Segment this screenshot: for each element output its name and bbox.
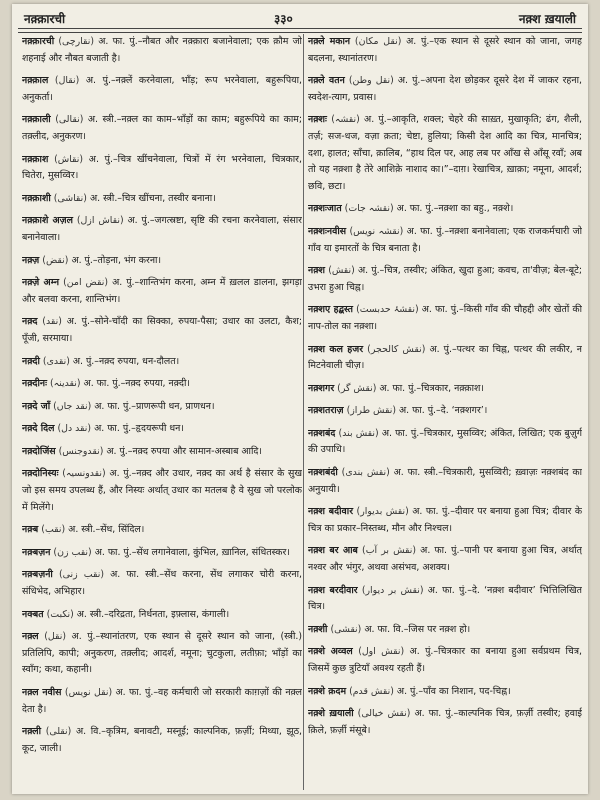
entry-urdu-script: (نقلی): [45, 726, 72, 738]
dictionary-entry: [22, 253, 302, 270]
entry-headword: नक़्दोजिंस: [22, 445, 56, 457]
entry-urdu-script: (نقل مکان): [354, 36, 402, 47]
entry-headword: नक़्ज़े अम्न: [22, 277, 60, 289]
entry-definition: अ. फा. पुं.–सेंध लगानेवाला, कुंभिल, ख़ानिल, संधितस्कर।: [94, 546, 290, 558]
entry-urdu-script: (نقاش): [54, 153, 84, 165]
entry-headword: नक़्श बर आब: [308, 545, 358, 557]
entry-headword: नक़्शः: [308, 114, 327, 126]
entry-headword: नक़्श: [308, 265, 326, 277]
entry-headword: नक़्ल: [22, 631, 39, 643]
entry-definition: अ. स्त्री.–चित्र खींचना, तस्वीर बनाना।: [89, 192, 216, 204]
entry-headword: नक़्शगर: [308, 382, 335, 394]
dictionary-entry: [22, 399, 302, 416]
dictionary-entry: [22, 724, 302, 757]
dictionary-entry: [22, 73, 302, 106]
entry-urdu-script: (نقدی): [42, 355, 70, 367]
entry-definition: अ. फा. पुं.–वह कर्मचारी जो सरकारी काग़ज़ों की नक़्ल देता है।: [22, 687, 302, 715]
entry-urdu-script: (نقد): [42, 316, 62, 328]
entry-definition: अ. पुं.–नक़्द और उधार, नक़्द का अर्थ है संसार के सुख जो इस समय उपलब्ध हैं, और निस्यः अर्थात् उधार का मतलब है वे सुख जो परलोक में मिलेंगे।: [22, 468, 302, 513]
entry-definition: अ. फा. पुं.–हृदयरूपी धन।: [94, 423, 184, 435]
entry-headword: नक़्शए हद्बस्त: [308, 304, 354, 316]
entry-definition: अ. फा. पुं.–चित्रकार, मुसव्विर; अंकित, लिखित; एक बुज़ुर्ग की उपाधि।: [308, 427, 582, 456]
entry-headword: नक़्बज़न: [22, 546, 51, 558]
dictionary-entry: [22, 34, 302, 67]
entry-definition: अ. फा. पुं.–दे. ‘नक़्श बदीवार’ भित्तिलिखित चित्र।: [308, 584, 582, 613]
entry-urdu-script: (نقش قدم): [349, 685, 394, 697]
dictionary-entry: [308, 263, 582, 296]
entry-urdu-script: (نقض): [42, 254, 69, 266]
entry-headword: नक़्क़ाली: [22, 114, 51, 126]
entry-definition: अ. फा. पुं.–प्राणरूपी धन, प्राणधन।: [94, 400, 215, 412]
entry-headword: नक़्दी: [22, 355, 40, 367]
entry-definition: अ. पुं.–आकृति, शक्ल; चेहरे की साख़्त, मुखाकृति; ढंग, शैली, तर्ज़; सज-धज, वज़ा क़ता; चेष्टा, हुलिया; किसी देश आदि का चित्र, मानचित्र; दशा, हालत; साँचा, क़ालिब, “हाथ दिल पर, आह लब पर आँख से आँसू रवाँ; अब तो यह नक़्शा है तेरे आशिक़े नाशाद का।”–दाग़। रेखाचित्र, ख़ाक़ा; नमूना, आदर्श; छवि, छटा।: [308, 114, 582, 192]
entry-urdu-script: (نکبت): [46, 608, 74, 620]
entry-urdu-script: (نقاشی): [53, 192, 87, 204]
dictionary-entry: [308, 583, 582, 616]
dictionary-entry: [308, 706, 582, 739]
entry-urdu-script: (نقشہ جات): [344, 203, 394, 215]
dictionary-page: [12, 4, 588, 794]
entry-urdu-script: (نقشی): [330, 623, 362, 635]
dictionary-entry: [308, 543, 582, 576]
dictionary-entry: [308, 381, 582, 398]
entry-definition: अ. पुं.–तोड़ना, भंग करना।: [71, 254, 161, 266]
header-right-guideword: नक़्श ख़याली: [518, 12, 576, 26]
entry-urdu-script: (نقل نویس): [64, 687, 113, 698]
entry-definition: अ. फा. वि.–जिस पर नक़्श हो।: [364, 623, 471, 635]
entry-definition: अ. फा. पुं.–नौबत और नक़्क़ारा बजानेवाला; एक क़ौम जो शहनाई और नौबत बजाती है।: [22, 36, 302, 64]
entry-headword: नक़्क़ाशी: [22, 192, 51, 204]
entry-urdu-script: (نقش بدیوار): [356, 506, 409, 518]
entry-urdu-script: (نقش بر دیوار): [361, 584, 424, 596]
dictionary-entry: [308, 34, 582, 67]
column-divider: [303, 34, 304, 790]
entry-headword: नक़्दीनः: [22, 378, 48, 390]
dictionary-entry: [308, 426, 582, 459]
entry-definition: अ. पुं.–नक़्द रुपया, धन-दौलत।: [72, 355, 180, 367]
dictionary-entry: [22, 629, 302, 679]
dictionary-entry: [308, 684, 582, 701]
entry-urdu-script: (نقشہ نویس): [349, 225, 404, 237]
entry-headword: नक़्ल नवीस: [22, 687, 62, 698]
dictionary-entry: [308, 224, 582, 257]
entry-urdu-script: (نقدونسیہ): [62, 468, 106, 480]
entry-urdu-script: (نقارچی): [58, 36, 95, 47]
entry-definition: अ. फा. पुं.–दीवार पर बनाया हुआ चित्र; दीवार के चित्र का प्रकार–निस्तब्ध, मौन और निश्चल।: [308, 506, 582, 534]
dictionary-entry: [22, 213, 302, 246]
entry-headword: नक़्दोनिस्यः: [22, 468, 59, 480]
dictionary-entry: [22, 522, 302, 539]
entry-definition: अ. स्त्री.–नक़्ल का काम–भाँड़ों का काम; बहुरूपिये का काम; तक़्लीद, अनुकरण।: [22, 114, 302, 142]
dictionary-entry: [22, 376, 302, 393]
entry-headword: नक़्श कल हजर: [308, 343, 364, 355]
dictionary-entry: [22, 545, 302, 562]
dictionary-entry: [308, 644, 582, 677]
entry-definition: अ. पुं.–अपना देश छोड़कर दूसरे देश में जाकर रहना, स्वदेश-त्याग, प्रवास।: [308, 75, 582, 103]
dictionary-entry: [22, 685, 302, 718]
dictionary-entry: [22, 191, 302, 208]
entry-urdu-script: (نقد جاں): [53, 400, 92, 412]
entry-headword: नक़्शी: [308, 623, 328, 635]
entry-definition: अ. पुं.–जगत्स्रष्टा, सृष्टि की रचना करनेवाला, संसार बनानेवाला।: [22, 215, 302, 243]
entry-headword: नक़्शतराज़: [308, 405, 344, 417]
entry-definition: अ. पुं.–शान्तिभंग करना, अम्न में ख़लल डालना, झगड़ा और बलवा करना, शान्तिभंग।: [22, 277, 302, 305]
left-column: [22, 34, 302, 790]
dictionary-entry: [22, 421, 302, 438]
dictionary-entry: [22, 152, 302, 185]
entry-headword: नक़्शे अव्वल: [308, 646, 353, 658]
entry-headword: नक़्क़ाशे अज़ल: [22, 215, 73, 227]
dictionary-entry: [22, 607, 302, 624]
entry-urdu-script: (نقض امن): [63, 277, 109, 289]
entry-definition: अ. पुं.–पत्थर का चिह्न, पत्थर की लकीर, न मिटनेवाली चीज़।: [308, 343, 582, 372]
entry-headword: नक़्शबंद: [308, 427, 336, 439]
entry-headword: नक़्शबंदी: [308, 467, 338, 479]
header-left-guideword: नक़्क़ारची: [24, 12, 66, 26]
dictionary-entry: [308, 73, 582, 106]
entry-urdu-script: (نقل وطن): [348, 75, 394, 87]
entry-headword: नक़्श बरदीवार: [308, 584, 358, 596]
entry-headword: नक़्शःजात: [308, 203, 342, 215]
dictionary-entry: [308, 201, 582, 218]
dictionary-entry: [308, 403, 582, 420]
dictionary-entry: [22, 444, 302, 461]
entry-headword: नक़्ली: [22, 726, 42, 738]
dictionary-entry: [308, 465, 582, 498]
entry-definition: अ. पुं.–स्थानांतरण, एक स्थान से दूसरे स्थान को जाना, (स्त्री.) प्रतिलिपि, कापी; अनुकरण, तक़्लीद; आदर्श, नमूना; चुटकुला, लतीफ़ा; भाँड़ों का स्वाँग; कथा, कहानी।: [22, 631, 302, 676]
entry-definition: अ. पुं.–नक़्लें करनेवाला, भाँड़; रूप भरनेवाला, बहुरूपिया, अनुकर्ता।: [22, 75, 302, 103]
entry-headword: नक़्शे ख़याली: [308, 708, 354, 720]
entry-definition: अ. स्त्री.–दरिद्रता, निर्धनता, इफ़्लास, कंगाली।: [76, 608, 230, 620]
entry-headword: नक़्ले मकान: [308, 36, 351, 47]
entry-headword: नक्बत: [22, 608, 44, 620]
dictionary-entry: [22, 354, 302, 371]
entry-headword: नक़्द: [22, 316, 38, 328]
dictionary-entry: [22, 275, 302, 308]
entry-urdu-script: (نقب): [41, 524, 66, 536]
entry-definition: अ. फा. पुं.–काल्पनिक चित्र, फ़र्ज़ी तस्वीर; हवाई क़िले, फ़र्ज़ी मंसूबे।: [308, 708, 582, 736]
header-rule: [18, 28, 582, 33]
entry-urdu-script: (نقش بند): [338, 427, 379, 439]
entry-definition: अ. फा. पुं.–नक़्शा बनानेवाला; एक राजकर्मचारी जो गाँव या इमारतों के चित्र बनाता है।: [308, 225, 582, 254]
entry-definition: अ. पुं.–चित्रकार का बनाया हुआ सर्वप्रथम चित्र, जिसमें कुछ त्रुटियाँ अवश्य रहती हैं।: [308, 646, 582, 674]
entry-headword: नक़्बज़नी: [22, 569, 53, 581]
entry-headword: नक़्दे जाँ: [22, 400, 51, 412]
entry-headword: नक़्ज़: [22, 254, 40, 266]
entry-urdu-script: (نقش بر آب): [362, 545, 417, 557]
entry-definition: अ. पुं.–चित्र खींचनेवाला, चित्रों में रंग भरनेवाला, चित्रकार, चितेरा, मुसव्विर।: [22, 153, 302, 182]
right-column: [308, 34, 582, 790]
entry-definition: अ. फा. स्त्री.–सेंध करना, सेंध लगाकर चोरी करना, संधिभेद, अभिहार।: [22, 569, 302, 598]
entry-urdu-script: (نقب زن): [53, 546, 92, 558]
entry-headword: नक़्ले वतन: [308, 75, 345, 87]
entry-headword: नक़्दे दिल: [22, 423, 55, 435]
entry-definition: अ. पुं.–पाँव का निशान, पद-चिह्न।: [396, 685, 511, 697]
entry-definition: अ. फा. पुं.–किसी गाँव की चौहद्दी और खेतों की नाप-तोल का नक़्शा।: [308, 304, 582, 332]
entry-headword: नक़्शे क़दम: [308, 685, 347, 697]
dictionary-entry: [22, 466, 302, 516]
dictionary-entry: [22, 314, 302, 347]
entry-headword: नक़्श बदीवार: [308, 506, 354, 518]
entry-urdu-script: (نقدوجنس): [58, 445, 104, 457]
entry-urdu-script: (نقش کالحجر): [367, 343, 426, 355]
entry-urdu-script: (نقاش ازل): [76, 215, 124, 227]
page-header: [12, 4, 588, 30]
page-number: ३३०: [274, 12, 293, 26]
entry-headword: नक़्ब: [22, 524, 39, 536]
entry-urdu-script: (نقش طراز): [346, 405, 396, 417]
entry-headword: नक़्क़ारची: [22, 36, 55, 47]
entry-definition: अ. फा. पुं.–दे. ‘नक़्शगर’।: [398, 405, 488, 417]
entry-urdu-script: (نقش اول): [358, 646, 405, 658]
dictionary-entry: [308, 302, 582, 335]
entry-urdu-script: (نقالی): [55, 114, 84, 126]
entry-headword: नक़्शःनवीस: [308, 225, 347, 237]
entry-definition: अ. फा. पुं.–नक़्शा का बहु., नक़्शे।: [396, 203, 514, 215]
entry-definition: अ. पुं.–चित्र, तस्वीर; अंकित, खुदा हुआ; कवच, ता'वीज़; बेल-बूटे; उभरा हुआ चिह्न।: [308, 265, 582, 293]
dictionary-entry: [308, 342, 582, 375]
entry-definition: अ. पुं.–सोने-चाँदी का सिक्का, रुपया-पैसा; उधार का उलटा, कैश; पूँजी, सरमाया।: [22, 316, 302, 344]
entry-definition: अ. फा. पुं.–पानी पर बनाया हुआ चित्र, अर्थात् नश्वर और भंगुर, अथवा असंभव, अशक्य।: [308, 545, 582, 574]
dictionary-entry: [22, 567, 302, 600]
entry-urdu-script: (نقش خیالی): [357, 708, 411, 720]
dictionary-entry: [308, 112, 582, 195]
entry-definition: अ. पुं.–एक स्थान से दूसरे स्थान को जाना, जगह बदलना, स्थानांतरण।: [308, 36, 582, 64]
entry-urdu-script: (نقد دل): [57, 423, 92, 435]
dictionary-entry: [22, 112, 302, 145]
entry-urdu-script: (نقش گر): [337, 382, 377, 394]
entry-definition: अ. वि.–कृत्रिम, बनावटी, मस्नूई; काल्पनिक, फ़र्ज़ी; मिथ्या, झूठ, कूट, जाली।: [22, 726, 302, 754]
entry-urdu-script: (نقب زنی): [59, 569, 104, 581]
entry-urdu-script: (نقشۂ حدبست): [356, 304, 419, 316]
entry-urdu-script: (نقش): [328, 265, 355, 277]
entry-definition: अ. फा. स्त्री.–चित्रकारी, मुसव्विरी; ख़्वाज़ः नक़्शबंद का अनुयायी।: [308, 467, 582, 495]
entry-urdu-script: (نقشہ): [331, 114, 360, 126]
entry-urdu-script: (نقل): [44, 631, 66, 643]
entry-urdu-script: (نقش بندی): [341, 467, 390, 479]
dictionary-entry: [308, 504, 582, 537]
entry-urdu-script: (نقال): [54, 75, 80, 87]
entry-definition: अ. फा. पुं.–नक़्द रुपया, नक़्दी।: [83, 378, 190, 390]
entry-headword: नक़्क़ाश: [22, 153, 49, 165]
entry-definition: अ. पुं.–नक़्द रुपया और सामान-अस्बाब आदि।: [106, 445, 262, 457]
dictionary-entry: [308, 622, 582, 639]
entry-headword: नक़्क़ाल: [22, 75, 49, 87]
entry-definition: अ. स्त्री.–सेंध, सिंदिल।: [68, 524, 145, 536]
entry-definition: अ. फा. पुं.–चित्रकार, नक़्क़ाश।: [379, 382, 484, 394]
entry-urdu-script: (نقدینہ): [50, 378, 81, 390]
